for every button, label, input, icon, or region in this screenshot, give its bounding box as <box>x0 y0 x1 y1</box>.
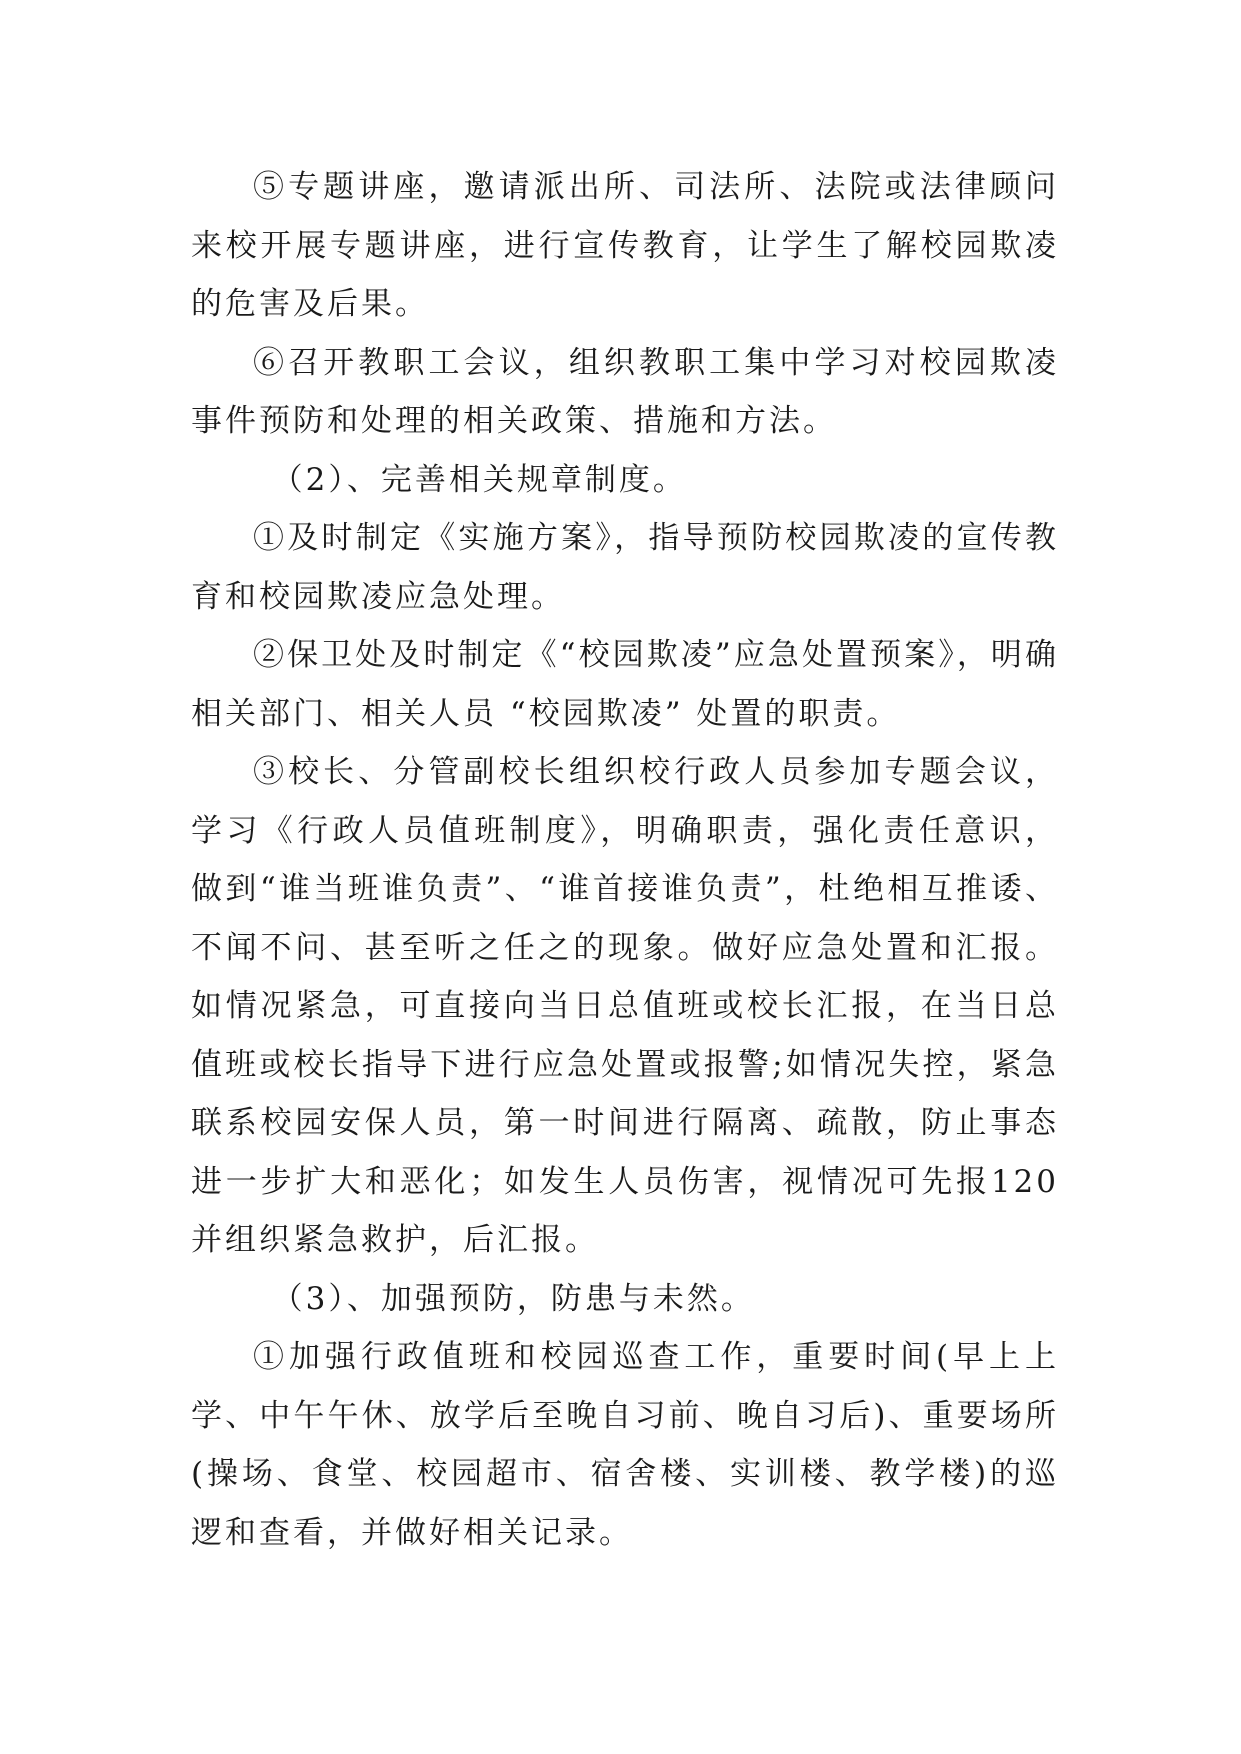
paragraph-item-2-emergency-plan: ②保卫处及时制定《“校园欺凌”应急处置预案》，明确相关部门、相关人员 “校园欺凌” 处置的职责。 <box>191 637 1059 732</box>
paragraph-item-1-patrol: ①加强行政值班和校园巡查工作，重要时间(早上上学、中午午休、放学后至晚自习前、晚自习后)、重要场所(操场、食堂、校园超市、宿舍楼、实训楼、教学楼)的巡逻和查看，并做好相关记录。 <box>191 1339 1059 1551</box>
document-body <box>191 158 1059 1562</box>
paragraph-item-1-implementation-plan: ①及时制定《实施方案》，指导预防校园欺凌的宣传教育和校园欺凌应急处理。 <box>191 520 1059 615</box>
paragraph-item-3-duty-system: ③校长、分管副校长组织校行政人员参加专题会议，学习《行政人员值班制度》，明确职责，强化责任意识，做到“谁当班谁负责”、“谁首接谁负责”，杜绝相互推诿、不闻不问、甚至听之任之的现象。做好应急处置和汇报。如情况紧急，可直接向当日总值班或校长汇报，在当日总值班或校长指导下进行应急处置或报警;如情况失控，紧急联系校园安保人员，第一时间进行隔离、疏散，防止事态进一步扩大和恶化；如发生人员伤害，视情况可先报120并组织紧急救护，后汇报。 <box>191 754 1059 1258</box>
paragraph-item-5-lecture: ⑤专题讲座，邀请派出所、司法所、法院或法律顾问来校开展专题讲座，进行宣传教育，让学生了解校园欺凌的危害及后果。 <box>191 169 1059 322</box>
paragraph-item-6-staff-meeting: ⑥召开教职工会议，组织教职工集中学习对校园欺凌事件预防和处理的相关政策、措施和方法。 <box>191 344 1059 439</box>
section-heading-3: （3）、加强预防，防患与未然。 <box>271 1280 755 1317</box>
section-heading-2: （2）、完善相关规章制度。 <box>271 461 687 498</box>
